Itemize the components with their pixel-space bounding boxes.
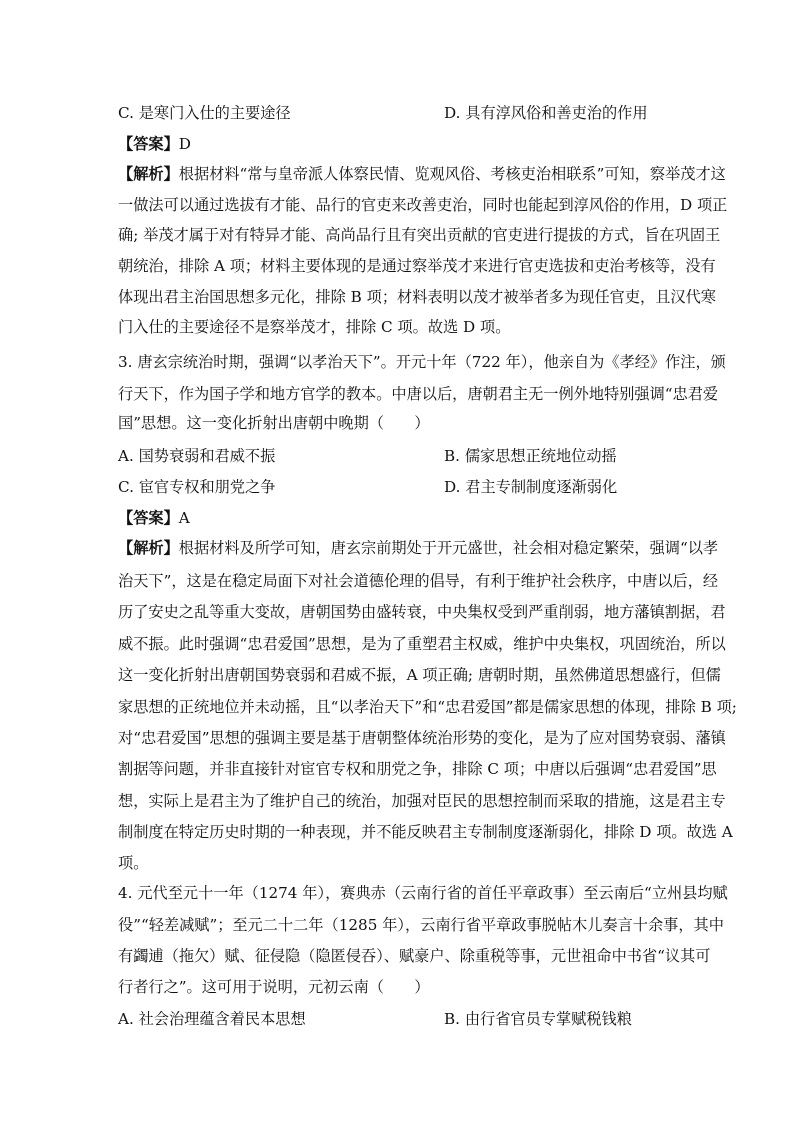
q3-answer <box>118 508 678 528</box>
q4-stem-line: 行者行之”。这可用于说明，元初云南（ ） <box>118 978 430 996</box>
q3-stem-line: 3. 唐玄宗统治时期，强调“以孝治天下”。开元十年（722 年），他亲自为《孝经》作注，颁 <box>118 353 726 371</box>
answer-value: D <box>178 135 191 153</box>
analysis-text: 根据材料及所学可知，唐玄宗前期处于开元盛世，社会相对稳定繁荣，强调“以孝 <box>178 539 719 557</box>
q2-analysis-line: 一做法可以通过选拔有才能、品行的官吏来改善吏治，同时也能起到淳风俗的作用，D 项正 <box>118 196 728 214</box>
answer-tag: 【答案】 <box>118 135 179 153</box>
q4-stem-line: 4. 元代至元十一年（1274 年），赛典赤（云南行省的首任平章政事）至云南后“立州县均赋 <box>118 884 728 902</box>
q3-option-c: C. 宦官专权和朋党之争 <box>118 478 276 496</box>
q3-option-d: D. 君主专制制度逐渐弱化 <box>444 478 618 496</box>
q3-analysis-line: 治天下”，这是在稳定局面下对社会道德伦理的倡导，有利于维护社会秩序，中唐以后，经 <box>118 572 719 590</box>
answer-value: A <box>178 509 190 527</box>
q2-analysis-line: 确; 举茂才属于对有特异才能、高尚品行且有突出贡献的官吏进行提拔的方式，旨在巩固王 <box>118 226 721 244</box>
q3-analysis-line: 这一变化折射出唐朝国势衰弱和君威不振，A 项正确; 唐朝时期，虽然佛道思想盛行，但儒 <box>118 666 721 684</box>
q2-analysis-line <box>118 164 726 184</box>
q3-analysis-line: 对“忠君爱国”思想的强调主要是基于唐朝整体统治形势的变化，是为了应对国势衰弱、藩镇 <box>118 729 726 747</box>
q3-analysis-line <box>118 538 719 558</box>
q4-stem-line: 有蠲逋（拖欠）赋、征侵隐（隐匿侵吞）、赋豪户、除重税等事，元世祖命中书省“议其可 <box>118 947 711 965</box>
answer-tag: 【答案】 <box>118 509 179 527</box>
q2-analysis-line: 体现出君主治国思想多元化，排除 B 项；材料表明以茂才被举者多为现任官吏，且汉代寒 <box>118 288 716 306</box>
q3-analysis-line: 历了安史之乱等重大变故，唐朝国势由盛转衰，中央集权受到严重削弱，地方藩镇割据，君 <box>118 603 726 621</box>
q3-analysis-line: 项。 <box>118 854 149 872</box>
q3-analysis-line: 制制度在特定历史时期的一种表现，并不能反映君主专制制度逐渐弱化，排除 D 项。故选 A <box>118 823 733 841</box>
q2-option-d: D. 具有淳风俗和善吏治的作用 <box>444 104 648 122</box>
q3-option-b: B. 儒家思想正统地位动摇 <box>444 447 617 465</box>
q3-analysis-line: 威不振。此时强调“忠君爱国”思想，是为了重塑君主权威，维护中央集权，巩固统治，所以 <box>118 635 726 653</box>
q3-analysis-line: 家思想的正统地位并未动摇，且“以孝治天下”和“忠君爱国”都是儒家思想的体现，排除 B 项; <box>118 698 737 716</box>
q3-analysis-line: 割据等问题，并非直接针对宦官专权和朋党之争，排除 C 项；中唐以后强调“忠君爱国”思 <box>118 760 717 778</box>
q2-analysis-line: 门入仕的主要途径不是察举茂才，排除 C 项。故选 D 项。 <box>118 318 511 336</box>
q4-option-a: A. 社会治理蕴含着民本思想 <box>118 1010 306 1028</box>
analysis-tag: 【解析】 <box>118 539 179 557</box>
q2-option-c: C. 是寒门入仕的主要途径 <box>118 104 291 122</box>
q4-option-b: B. 由行省官员专掌赋税钱粮 <box>444 1010 632 1028</box>
q4-stem-line: 役”“轻差减赋”；至元二十二年（1285 年），云南行省平章政事脱帖木儿奏言十余事，其中 <box>118 916 724 934</box>
q2-answer <box>118 134 678 154</box>
analysis-text: 根据材料“常与皇帝派人体察民情、览观风俗、考核吏治相联系”可知，察举茂才这 <box>178 165 726 183</box>
q3-stem-line: 国”思想。这一变化折射出唐朝中晚期（ ） <box>118 414 430 432</box>
q3-option-a: A. 国势衰弱和君威不振 <box>118 447 276 465</box>
q2-analysis-line: 朝统治，排除 A 项；材料主要体现的是通过察举茂才来进行官吏选拔和吏治考核等，没有 <box>118 257 716 275</box>
analysis-tag: 【解析】 <box>118 165 179 183</box>
q3-analysis-line: 想，实际上是君主为了维护自己的统治，加强对臣民的思想控制而采取的措施，这是君主专 <box>118 792 726 810</box>
q3-stem-line: 行天下，作为国子学和地方官学的教本。中唐以后，唐朝君主无一例外地特别强调“忠君爱 <box>118 385 719 403</box>
